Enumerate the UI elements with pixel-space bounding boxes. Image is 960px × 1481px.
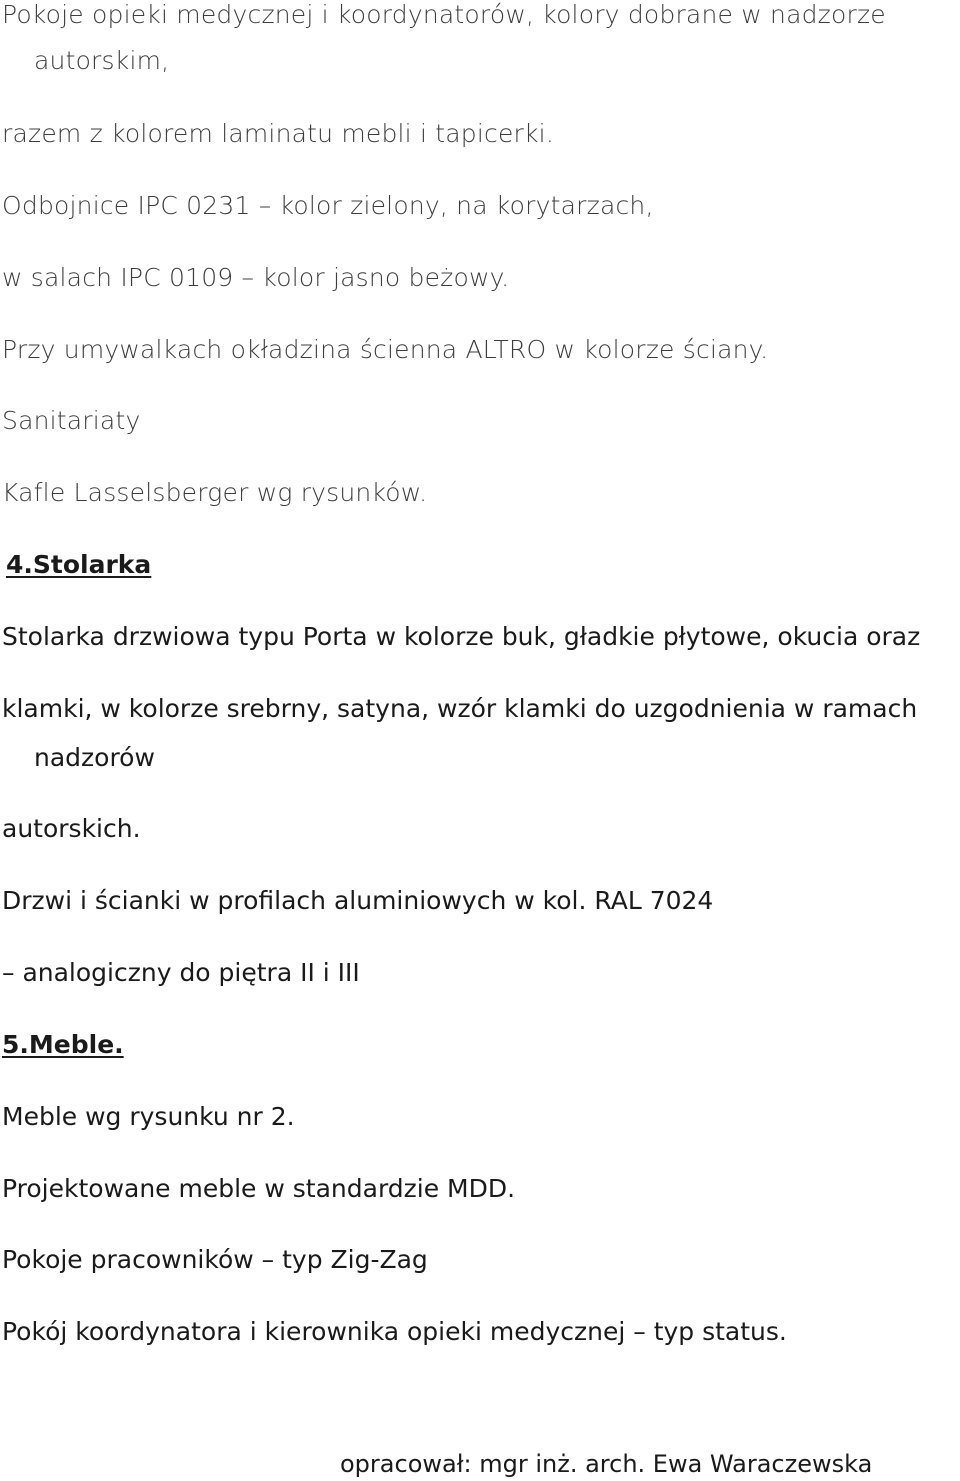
paragraph-line: w salach IPC 0109 – kolor jasno beżowy. bbox=[2, 263, 510, 292]
paragraph-line: autorskim, bbox=[34, 46, 170, 75]
section-heading-meble: 5.Meble. bbox=[2, 1030, 124, 1059]
paragraph-line: Drzwi i ścianki w profilach aluminiowych w kol. RAL 7024 bbox=[2, 886, 714, 915]
paragraph-line: Projektowane meble w standardzie MDD. bbox=[2, 1174, 516, 1203]
paragraph-line: Pokoje opieki medycznej i koordynatorów, kolory dobrane w nadzorze bbox=[2, 0, 886, 29]
paragraph-line: razem z kolorem laminatu mebli i tapicerki. bbox=[2, 119, 554, 148]
paragraph-line: Meble wg rysunku nr 2. bbox=[2, 1102, 295, 1131]
paragraph-line: Kafle Lasselsberger wg rysunków. bbox=[2, 478, 428, 507]
paragraph-line: nadzorów bbox=[34, 743, 155, 772]
paragraph-line: Stolarka drzwiowa typu Porta w kolorze buk, gładkie płytowe, okucia oraz bbox=[2, 622, 921, 651]
author-signature: opracował: mgr inż. arch. Ewa Waraczewska bbox=[340, 1450, 873, 1478]
paragraph-line: Pokoje pracowników – typ Zig-Zag bbox=[2, 1245, 428, 1274]
paragraph-line: Przy umywalkach okładzina ścienna ALTRO w kolorze ściany. bbox=[2, 335, 769, 364]
subheading-sanitariaty: Sanitariaty bbox=[2, 406, 141, 435]
paragraph-line: – analogiczny do piętra II i III bbox=[2, 958, 360, 987]
paragraph-line: klamki, w kolorze srebrny, satyna, wzór klamki do uzgodnienia w ramach bbox=[2, 694, 918, 723]
paragraph-line: Pokój koordynatora i kierownika opieki medycznej – typ status. bbox=[2, 1317, 787, 1346]
paragraph-line: Odbojnice IPC 0231 – kolor zielony, na korytarzach, bbox=[2, 191, 654, 220]
paragraph-line: autorskich. bbox=[2, 814, 141, 843]
section-heading-stolarka: 4.Stolarka bbox=[6, 550, 152, 579]
